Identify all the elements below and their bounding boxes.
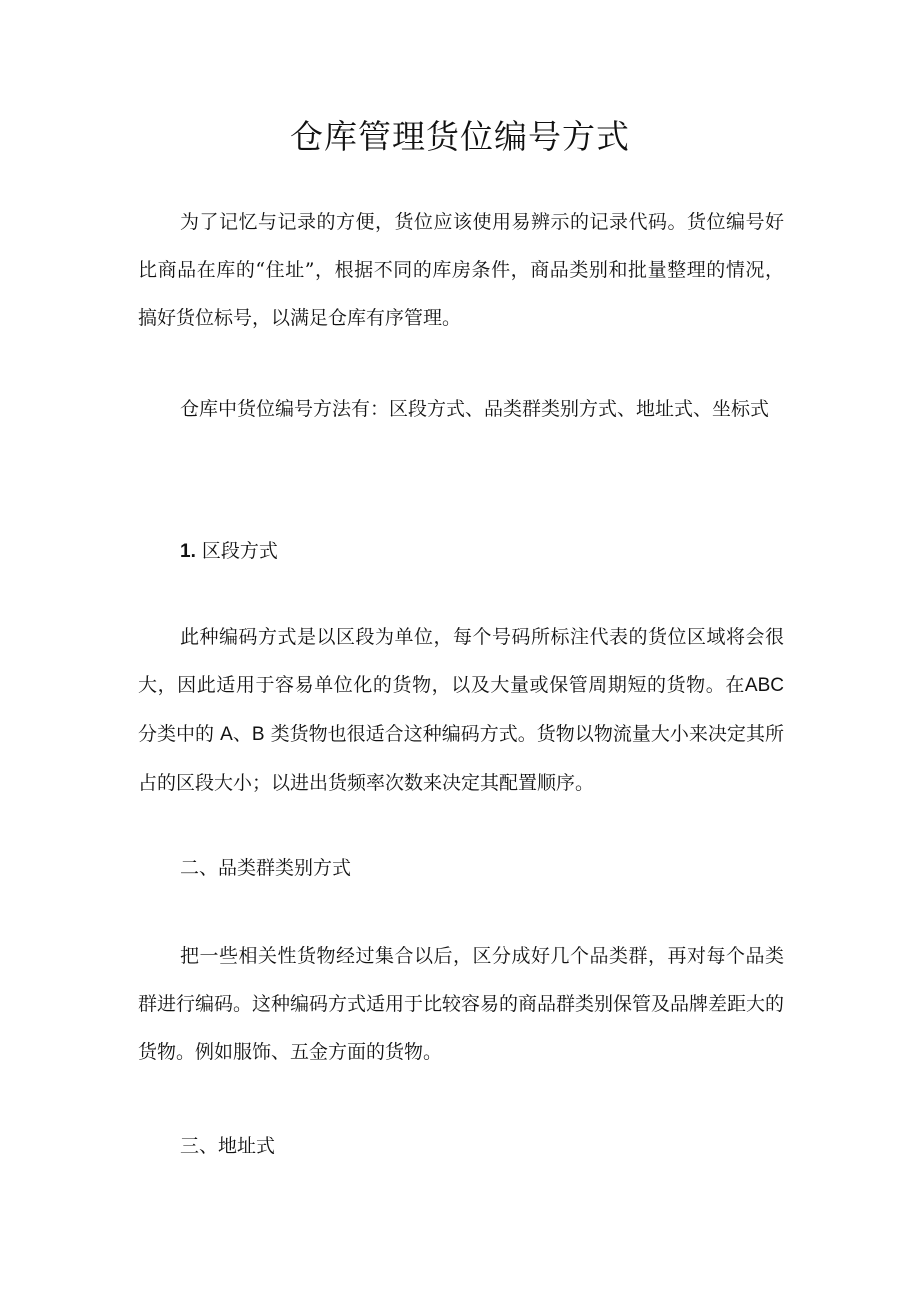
section1-number: 1. bbox=[180, 541, 196, 562]
methods-overview-paragraph: 仓库中货位编号方法有：区段方式、品类群类别方式、地址式、坐标式 bbox=[180, 398, 770, 420]
section1-body-part2: 分类中的 bbox=[138, 723, 215, 745]
section1-body-part3: 、 bbox=[232, 723, 252, 745]
section1-heading bbox=[180, 527, 278, 576]
intro-paragraph: 为了记忆与记录的方便，货位应该使用易辨示的记录代码。货位编号好比商品在库的“住址”，根据不同的库房条件，商品类别和批量整理的情况，搞好货位标号，以满足仓库有序管理。 bbox=[138, 211, 784, 329]
section1-body-b: B bbox=[251, 724, 265, 745]
section2-body: 把一些相关性货物经过集合以后，区分成好几个品类群，再对每个品类群进行编码。这种编码方式适用于比较容易的商品群类别保管及品牌差距大的货物。例如服饰、五金方面的货物。 bbox=[138, 945, 785, 1063]
section1-body-abc: ABC bbox=[744, 675, 784, 696]
section1-body-part4: 类货物也很适合这种编码方式。货物以物流量大小来决定其所占的区段大小；以进出货频率次数来决定其配置顺序。 bbox=[138, 723, 784, 794]
section3-heading: 三、地址式 bbox=[180, 1135, 276, 1157]
section1-body-a: A bbox=[220, 724, 233, 745]
section1-body-part1: 此种编码方式是以区段为单位，每个号码所标注代表的货位区域将会很大，因此适用于容易单位化的货物，以及大量或保管周期短的货物。在 bbox=[138, 626, 784, 696]
section1-title: 区段方式 bbox=[201, 540, 278, 562]
document-title: 仓库管理货位编号方式 bbox=[290, 117, 630, 156]
section2-heading: 二、品类群类别方式 bbox=[180, 857, 352, 879]
section1-body bbox=[138, 613, 784, 807]
